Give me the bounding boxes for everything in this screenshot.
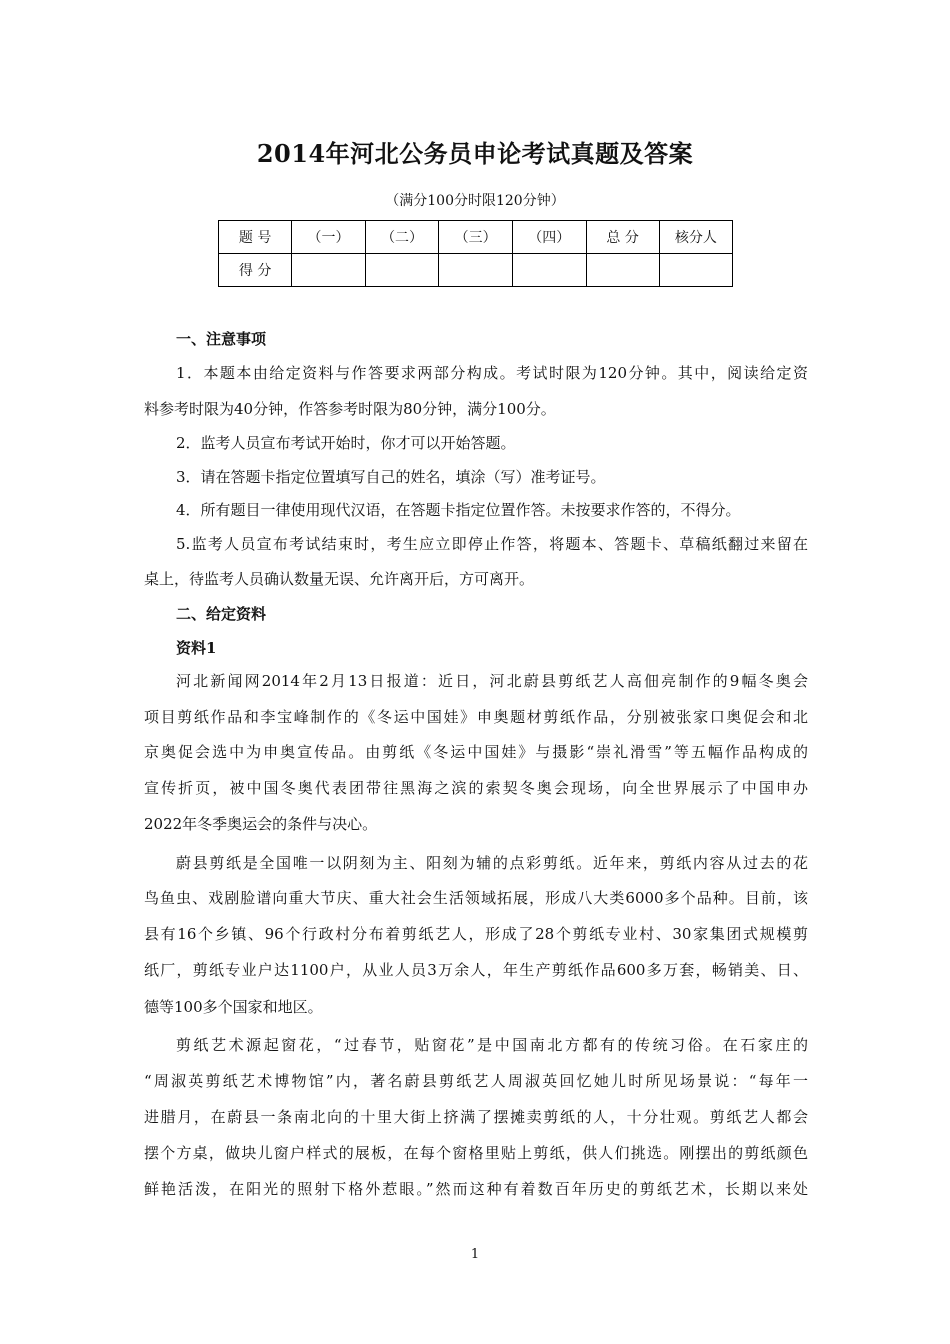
document-subtitle: （满分100分时限120分钟） xyxy=(385,193,565,209)
material-line: “周淑英剪纸艺术博物馆”内，著名蔚县剪纸艺人周淑英回忆她儿时所见场景说：“每年一 xyxy=(144,1072,808,1090)
score-header-cell: 总 分 xyxy=(586,221,659,254)
score-table-header-row xyxy=(219,221,733,254)
material-line: 项目剪纸作品和李宝峰制作的《冬运中国娃》申奥题材剪纸作品，分别被张家口奥促会和北 xyxy=(144,708,808,726)
material-line: 鸟鱼虫、戏剧脸谱向重大节庆、重大社会生活领域拓展，形成八大类6000多个品种。目前，该 xyxy=(144,889,808,907)
page-number: 1 xyxy=(470,1247,480,1262)
material-line: 2022年冬季奥运会的条件与决心。 xyxy=(144,815,378,833)
score-cell[interactable] xyxy=(365,254,439,287)
material-line: 县有16个乡镇、96个行政村分布着剪纸艺人，形成了28个剪纸专业村、30家集团式规模剪 xyxy=(144,925,808,943)
material-line: 剪纸艺术源起窗花，“过春节，贴窗花”是中国南北方都有的传统习俗。在石家庄的 xyxy=(176,1036,808,1054)
notice-line: 桌上，待监考人员确认数量无误、允许离开后，方可离开。 xyxy=(144,570,535,588)
section-heading: 一、注意事项 xyxy=(176,330,267,348)
material-line: 宣传折页，被中国冬奥代表团带往黑海之滨的索契冬奥会现场，向全世界展示了中国申办 xyxy=(144,779,808,797)
score-cell[interactable] xyxy=(512,254,586,287)
score-cell[interactable] xyxy=(292,254,366,287)
score-header-cell: （四） xyxy=(512,221,586,254)
notice-line: 5.监考人员宣布考试结束时，考生应立即停止作答，将题本、答题卡、草稿纸翻过来留在 xyxy=(176,535,808,553)
notice-line: 3．请在答题卡指定位置填写自己的姓名，填涂（写）准考证号。 xyxy=(176,468,606,486)
material-line: 摆个方桌，做块儿窗户样式的展板，在每个窗格里贴上剪纸，供人们挑选。刚摆出的剪纸颜色 xyxy=(144,1144,808,1162)
notice-line: 1．本题本由给定资料与作答要求两部分构成。考试时限为120分钟。其中，阅读给定资 xyxy=(176,364,808,382)
material-line: 进腊月，在蔚县一条南北向的十里大街上挤满了摆摊卖剪纸的人，十分壮观。剪纸艺人都会 xyxy=(144,1108,808,1126)
score-cell[interactable] xyxy=(439,254,513,287)
notice-line: 2．监考人员宣布考试开始时，你才可以开始答题。 xyxy=(176,434,516,452)
notice-line: 料参考时限为40分钟，作答参考时限为80分钟，满分100分。 xyxy=(144,400,556,418)
score-header-cell: （三） xyxy=(439,221,513,254)
score-header-cell: 核分人 xyxy=(659,221,732,254)
score-cell[interactable] xyxy=(586,254,659,287)
notice-line: 4．所有题目一律使用现代汉语，在答题卡指定位置作答。未按要求作答的，不得分。 xyxy=(176,501,741,519)
material-line: 鲜艳活泼，在阳光的照射下格外惹眼。”然而这种有着数百年历史的剪纸艺术，长期以来处 xyxy=(144,1180,808,1198)
document-title: 2014年河北公务员申论考试真题及答案 xyxy=(256,139,694,168)
section-heading: 二、给定资料 xyxy=(176,605,267,623)
score-header-cell: 题 号 xyxy=(219,221,292,254)
material-line: 德等100多个国家和地区。 xyxy=(144,998,323,1016)
score-header-cell: （二） xyxy=(365,221,439,254)
score-row-label: 得 分 xyxy=(219,254,292,287)
score-table-score-row xyxy=(219,254,733,287)
score-table xyxy=(218,220,733,287)
material-label: 资料1 xyxy=(176,639,217,657)
material-line: 河北新闻网2014年2月13日报道：近日，河北蔚县剪纸艺人高佃亮制作的9幅冬奥会 xyxy=(176,672,808,690)
score-header-cell: （一） xyxy=(292,221,366,254)
material-line: 纸厂，剪纸专业户达1100户，从业人员3万余人，年生产剪纸作品600多万套，畅销美、日、 xyxy=(144,961,808,979)
material-line: 京奥促会选中为申奥宣传品。由剪纸《冬运中国娃》与摄影“崇礼滑雪”等五幅作品构成的 xyxy=(144,743,808,761)
score-cell[interactable] xyxy=(659,254,732,287)
material-line: 蔚县剪纸是全国唯一以阴刻为主、阳刻为辅的点彩剪纸。近年来，剪纸内容从过去的花 xyxy=(176,854,808,872)
